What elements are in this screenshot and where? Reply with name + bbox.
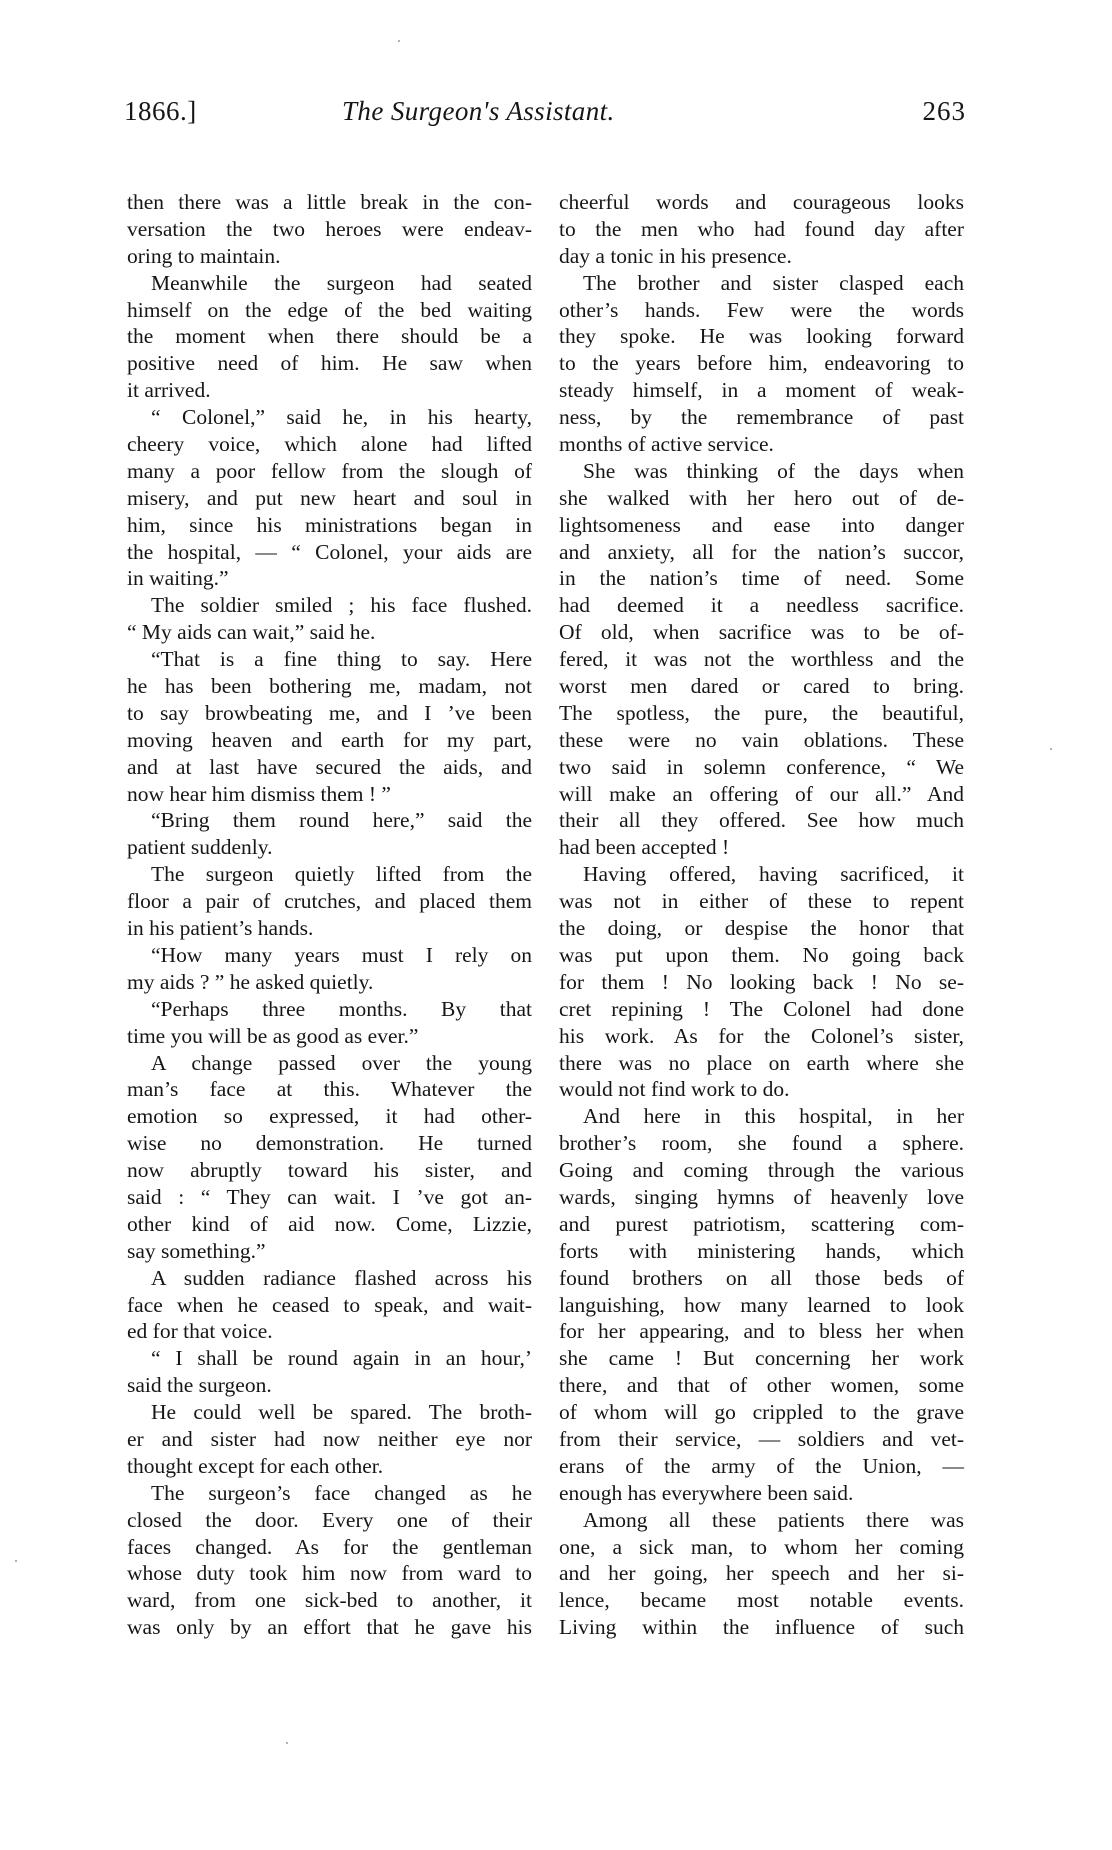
page-number: 263: [922, 96, 966, 126]
text-line: enough has everywhere been said.: [559, 1480, 854, 1505]
text-line: Meanwhile the surgeon had seated: [151, 270, 532, 295]
scan-speck: [286, 1742, 288, 1744]
text-line: will make an offering of our all.” And: [559, 781, 964, 806]
text-line: in waiting.”: [127, 566, 229, 591]
text-line: the moment when there should be a: [127, 324, 532, 349]
text-line: two said in solemn conference, “ We: [559, 754, 964, 779]
text-line: he has been bothering me, madam, not: [127, 674, 532, 699]
text-line: lightsomeness and ease into danger: [559, 512, 964, 537]
text-line: many a poor fellow from the slough of: [127, 458, 532, 483]
scan-speck: [15, 1560, 17, 1562]
text-line: wise no demonstration. He turned: [127, 1131, 532, 1156]
text-line: ward, from one sick-bed to another, it: [127, 1588, 532, 1613]
text-line: The soldier smiled ; his face flushed.: [151, 593, 532, 618]
text-line: The surgeon quietly lifted from the: [151, 862, 532, 887]
text-line: himself on the edge of the bed waiting: [127, 297, 532, 322]
text-line: had deemed it a needless sacrifice.: [559, 593, 964, 618]
text-line: The spotless, the pure, the beautiful,: [559, 700, 964, 725]
text-line: him, since his ministrations began in: [127, 512, 532, 537]
text-line: to the men who had found day after: [559, 216, 964, 241]
text-line: the doing, or despise the honor that: [559, 916, 964, 941]
text-line: cheerful words and courageous looks: [559, 190, 964, 214]
text-line: one, a sick man, to whom her coming: [559, 1534, 964, 1559]
text-line: months of active service.: [559, 432, 774, 457]
text-line: moving heaven and earth for my part,: [127, 727, 532, 752]
text-line: “ Colonel,” said he, in his hearty,: [151, 405, 532, 430]
header-title: The Surgeon's Assistant.: [342, 96, 615, 126]
text-line: for them ! No looking back ! No se-: [559, 969, 964, 994]
text-line: of whom will go crippled to the grave: [559, 1400, 964, 1425]
text-line: was only by an effort that he gave his: [127, 1615, 532, 1640]
text-line: ness, by the remembrance of past: [559, 405, 964, 430]
text-line: the hospital, — “ Colonel, your aids are: [127, 539, 532, 564]
text-line: face when he ceased to speak, and wait-: [127, 1292, 532, 1317]
text-line: positive need of him. He saw when: [127, 351, 532, 376]
text-line: patient suddenly.: [127, 835, 273, 860]
text-line: Living within the influence of such: [559, 1615, 964, 1640]
text-line: day a tonic in his presence.: [559, 243, 792, 268]
text-line: she walked with her hero out of de-: [559, 485, 964, 510]
text-line: steady himself, in a moment of weak-: [559, 378, 964, 403]
text-line: The surgeon’s face changed as he: [151, 1480, 532, 1505]
text-line: said : “ They can wait. I ’ve got an-: [127, 1184, 532, 1209]
text-line: to the years before him, endeavoring to: [559, 351, 964, 376]
text-line: Going and coming through the various: [559, 1158, 964, 1183]
text-line: cheery voice, which alone had lifted: [127, 432, 532, 457]
text-line: their all they offered. See how much: [559, 808, 964, 833]
text-line: whose duty took him now from ward to: [127, 1561, 532, 1586]
text-line: emotion so expressed, it had other-: [127, 1104, 532, 1129]
text-line: it arrived.: [127, 378, 211, 403]
text-line: “How many years must I rely on: [151, 942, 532, 967]
text-line: er and sister had now neither eye nor: [127, 1426, 532, 1451]
text-line: then there was a little break in the con-: [127, 190, 532, 214]
text-line: worst men dared or cared to bring.: [559, 674, 964, 699]
text-line: man’s face at this. Whatever the: [127, 1077, 532, 1102]
text-line: for her appearing, and to bless her when: [559, 1319, 964, 1344]
text-line: there was no place on earth where she: [559, 1050, 964, 1075]
text-line: The brother and sister clasped each: [583, 270, 964, 295]
text-line: and at last have secured the aids, and: [127, 754, 532, 779]
text-line: And here in this hospital, in her: [583, 1104, 964, 1129]
text-line: brother’s room, she found a sphere.: [559, 1131, 964, 1156]
text-line: “Bring them round here,” said the: [151, 808, 532, 833]
text-line: languishing, how many learned to look: [559, 1292, 964, 1317]
text-line: She was thinking of the days when: [583, 458, 964, 483]
text-line: there, and that of other women, some: [559, 1373, 964, 1398]
text-line: said the surgeon.: [127, 1373, 272, 1398]
text-line: versation the two heroes were endeav-: [127, 216, 532, 241]
text-line: “Perhaps three months. By that: [151, 996, 532, 1021]
text-line: Having offered, having sacrificed, it: [583, 862, 964, 887]
text-line: from their service, — soldiers and vet-: [559, 1426, 964, 1451]
text-line: Among all these patients there was: [583, 1507, 964, 1532]
text-column-left: [127, 189, 532, 1641]
text-line: oring to maintain.: [127, 243, 281, 268]
text-line: “ My aids can wait,” said he.: [127, 620, 376, 645]
text-line: closed the door. Every one of their: [127, 1507, 532, 1532]
text-line: say something.”: [127, 1238, 266, 1263]
text-line: in the nation’s time of need. Some: [559, 566, 964, 591]
text-line: “That is a fine thing to say. Here: [151, 647, 532, 672]
text-line: and anxiety, all for the nation’s succor,: [559, 539, 964, 564]
text-line: A change passed over the young: [151, 1050, 532, 1075]
text-line: in his patient’s hands.: [127, 916, 314, 941]
text-line: these were no vain oblations. These: [559, 727, 964, 752]
text-line: fered, it was not the worthless and the: [559, 647, 964, 672]
scan-speck: [1050, 748, 1052, 750]
text-line: was put upon them. No going back: [559, 942, 964, 967]
text-line: time you will be as good as ever.”: [127, 1023, 419, 1048]
text-line: my aids ? ” he asked quietly.: [127, 969, 374, 994]
text-line: Of old, when sacrifice was to be of-: [559, 620, 964, 645]
text-line: now abruptly toward his sister, and: [127, 1158, 532, 1183]
text-line: would not find work to do.: [559, 1077, 790, 1102]
text-line: she came ! But concerning her work: [559, 1346, 964, 1371]
text-line: other’s hands. Few were the words: [559, 297, 964, 322]
text-line: misery, and put new heart and soul in: [127, 485, 532, 510]
scan-speck: [398, 40, 400, 42]
text-line: A sudden radiance flashed across his: [151, 1265, 532, 1290]
text-line: was not in either of these to repent: [559, 889, 964, 914]
header-year: 1866.]: [124, 96, 197, 126]
text-line: found brothers on all those beds of: [559, 1265, 964, 1290]
text-line: thought except for each other.: [127, 1453, 384, 1478]
text-line: other kind of aid now. Come, Lizzie,: [127, 1211, 532, 1236]
text-line: wards, singing hymns of heavenly love: [559, 1184, 964, 1209]
text-line: and purest patriotism, scattering com-: [559, 1211, 964, 1236]
text-line: He could well be spared. The broth-: [151, 1400, 532, 1425]
text-line: faces changed. As for the gentleman: [127, 1534, 532, 1559]
text-line: ed for that voice.: [127, 1319, 273, 1344]
text-line: now hear him dismiss them ! ”: [127, 781, 391, 806]
text-line: cret repining ! The Colonel had done: [559, 996, 964, 1021]
text-line: to say browbeating me, and I ’ve been: [127, 700, 532, 725]
text-line: lence, became most notable events.: [559, 1588, 964, 1613]
text-line: they spoke. He was looking forward: [559, 324, 964, 349]
text-line: forts with ministering hands, which: [559, 1238, 964, 1263]
text-line: his work. As for the Colonel’s sister,: [559, 1023, 964, 1048]
text-line: had been accepted !: [559, 835, 730, 860]
text-line: and her going, her speech and her si-: [559, 1561, 964, 1586]
running-header: [124, 96, 966, 136]
text-line: floor a pair of crutches, and placed them: [127, 889, 532, 914]
text-line: “ I shall be round again in an hour,’: [151, 1346, 532, 1371]
text-column-right: [559, 189, 964, 1641]
text-line: erans of the army of the Union, —: [559, 1453, 964, 1478]
